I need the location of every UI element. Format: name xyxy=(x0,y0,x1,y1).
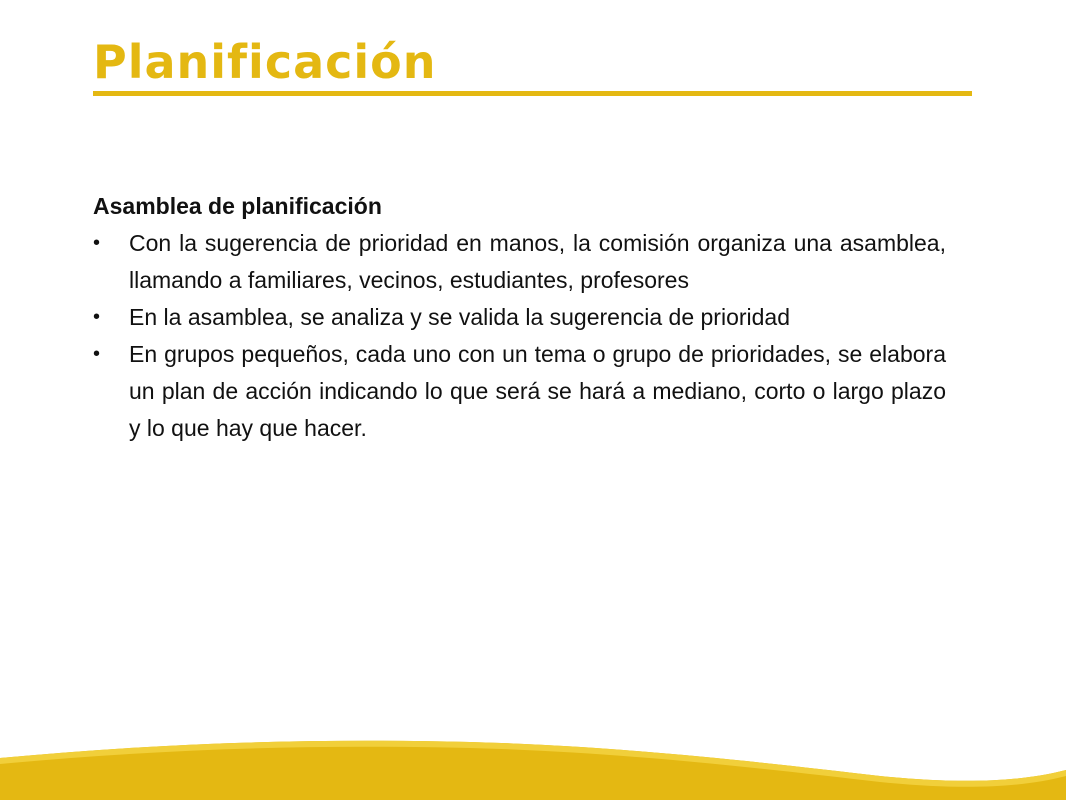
bullet-item-1 xyxy=(93,225,946,299)
bullet-text: En grupos pequeños, cada uno con un tema o grupo de prioridades, se elabora un plan de acción indicando lo que será se hará a mediano, corto o largo plazo y lo que hay que hacer. xyxy=(129,341,946,441)
decorative-wave xyxy=(0,720,1066,800)
title-underline xyxy=(93,91,972,96)
bullet-text: En la asamblea, se analiza y se valida la sugerencia de prioridad xyxy=(129,304,791,330)
bullet-icon: • xyxy=(93,343,101,365)
bullet-text: Con la sugerencia de prioridad en manos, la comisión organiza una asamblea, llamando a familiares, vecinos, estudiantes, profesores xyxy=(129,230,946,293)
bullet-icon: • xyxy=(93,232,101,254)
slide-content xyxy=(93,188,946,447)
bullet-icon: • xyxy=(93,306,101,328)
slide-title: Planificación xyxy=(93,35,437,89)
bullet-item-3 xyxy=(93,336,946,447)
bullet-list xyxy=(93,225,946,447)
bullet-item-2 xyxy=(93,299,946,336)
section-heading: Asamblea de planificación xyxy=(93,193,382,219)
